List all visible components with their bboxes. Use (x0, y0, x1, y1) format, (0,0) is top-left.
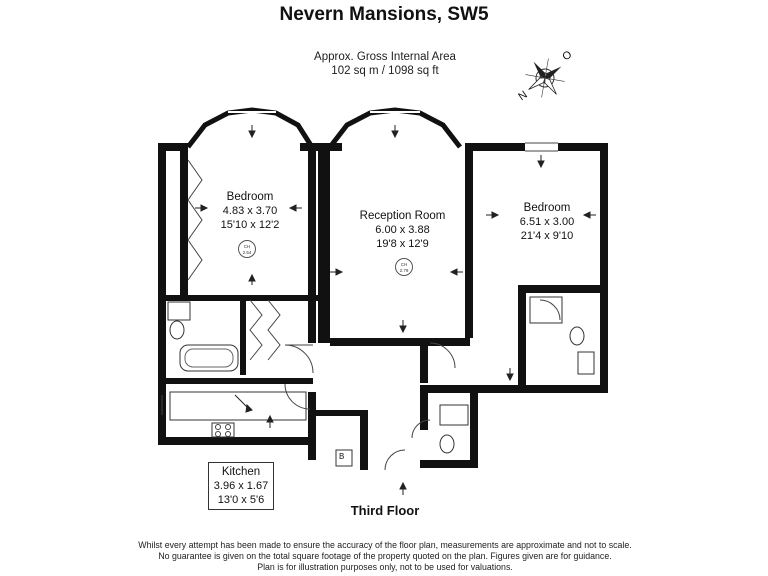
room-reception-metric: 6.00 x 3.88 (375, 224, 430, 236)
disclaimer-line: Plan is for illustration purposes only, not to be used for valuations. (257, 562, 513, 572)
ceiling-height-badge (395, 258, 413, 276)
ch-value: 2.79 (399, 268, 409, 273)
gross-area-value: 102 sq m / 1098 sq ft (331, 65, 439, 77)
floor-label: Third Floor (350, 503, 420, 518)
room-bedroom-2-metric: 6.51 x 3.00 (519, 216, 575, 228)
room-kitchen-imperial: 13'0 x 5'6 (217, 494, 265, 506)
boiler-label: B (339, 452, 345, 461)
ch-label: CH (400, 262, 408, 267)
room-reception (345, 209, 460, 251)
compass-letter-n: N (516, 88, 530, 104)
compass-letter-o: O (560, 48, 575, 64)
ceiling-height-badge (238, 240, 256, 258)
room-bedroom-2-imperial: 21'4 x 9'10 (520, 230, 574, 242)
room-bedroom-1-imperial: 15'10 x 12'2 (220, 219, 280, 231)
gross-area-label: Approx. Gross Internal Area (314, 51, 456, 63)
room-reception-label: Reception Room (359, 210, 446, 222)
room-bedroom-1 (200, 190, 300, 232)
room-bedroom-1-label: Bedroom (226, 191, 274, 203)
ch-value: 2.54 (242, 250, 252, 255)
disclaimer-line: Whilst every attempt has been made to ensure the accuracy of the floor plan, measurements are approximate and not to scale. (138, 540, 632, 550)
plan-title: Nevern Mansions, SW5 (279, 4, 489, 25)
disclaimer (40, 540, 730, 573)
room-bedroom-2-label: Bedroom (523, 202, 571, 214)
room-kitchen-label: Kitchen (221, 466, 261, 478)
room-bedroom-2 (497, 201, 597, 243)
room-kitchen (208, 462, 274, 510)
disclaimer-line: No guarantee is given on the total square footage of the property quoted on the plan. Figures given are for guidance. (158, 551, 612, 561)
room-kitchen-metric: 3.96 x 1.67 (213, 480, 269, 492)
ch-label: CH (243, 244, 251, 249)
room-bedroom-1-metric: 4.83 x 3.70 (222, 205, 278, 217)
room-reception-imperial: 19'8 x 12'9 (376, 238, 429, 250)
